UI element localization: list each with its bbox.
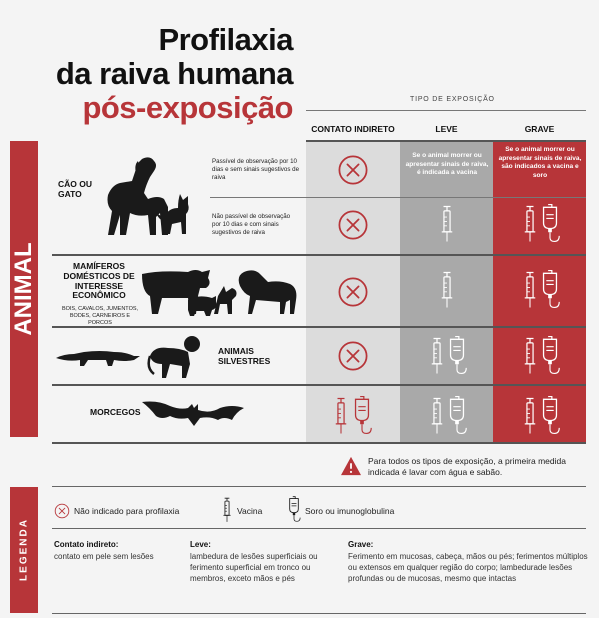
syringe-icon [430, 336, 444, 376]
row-separator [52, 442, 586, 444]
row-separator [210, 197, 586, 198]
iv-bag-icon [286, 495, 302, 523]
x-circle-icon [337, 209, 369, 241]
iv-bag-icon [538, 334, 562, 376]
iv-bag-icon [350, 394, 374, 436]
column-header-leve: LEVE [435, 124, 458, 134]
warning-icon [340, 456, 362, 476]
legend-side-band [10, 487, 38, 613]
syringe-icon [523, 396, 537, 436]
syringe-icon [523, 336, 537, 376]
syringe-icon [334, 396, 348, 436]
livestock-icons [140, 266, 300, 318]
monkey-icon [146, 334, 208, 382]
row-separator [52, 254, 586, 256]
legend-not-indicated: Não indicado para profilaxia [74, 506, 180, 516]
weasel-icon [54, 344, 140, 368]
dog-cat-not-observable-text: Não passível de observação por 10 dias e com sinais sugestivos de raiva [212, 213, 291, 237]
exposure-type-divider [306, 110, 586, 111]
goat-icon [214, 286, 237, 314]
row-sublabel-livestock: BOIS, CAVALOS, JUMENTOS, BODES, CARNEIROS E PORCOS [61, 306, 139, 327]
warning-text: Para todos os tipos de exposição, a primeira medida indicada é lavar com água e sabão. [368, 456, 566, 478]
column-header-grave: GRAVE [524, 124, 555, 134]
leve-dog-cat-text: Se o animal morrer ou apresentar sinais de raiva, é indicada a vacina [405, 152, 489, 177]
x-circle-icon [337, 276, 369, 308]
animal-side-label: ANIMAL [10, 242, 37, 336]
syringe-icon [440, 204, 454, 244]
row-label-bats: MORCEGOS [90, 407, 141, 417]
syringe-icon [523, 204, 537, 244]
iv-bag-icon [538, 268, 562, 310]
pig-icon [188, 296, 217, 316]
definition-contato-title: Contato indireto: [54, 540, 119, 549]
title-line-1: Profilaxia [158, 22, 293, 57]
legend-side-label: LEGENDA [18, 518, 30, 581]
legend-bottom-line [52, 613, 586, 614]
legend-mid-line [52, 528, 586, 529]
cat-icon [150, 190, 198, 240]
syringe-icon [222, 497, 232, 523]
legend-vaccine: Vacina [237, 506, 263, 516]
syringe-icon [430, 396, 444, 436]
iv-bag-icon [538, 394, 562, 436]
row-separator [52, 384, 586, 386]
horse-icon [239, 270, 297, 314]
row-label-wild: ANIMAIS SILVESTRES [218, 346, 271, 366]
definition-grave-body: Ferimento em mucosas, cabeça, mãos ou pés; ferimentos múltiplos ou extensos em qualquer região do corpo; lambedurade lesões profundas ou de mucosas, mesmo que intactas [348, 552, 588, 584]
title-line-2: da raiva humana [55, 56, 293, 91]
x-circle-icon [54, 503, 70, 519]
bat-icon [140, 398, 246, 428]
legend-top-line [52, 486, 586, 487]
row-label-livestock: MAMÍFEROS DOMÉSTICOS DE INTERESSE ECONÔMICO [63, 261, 135, 301]
exposure-type-label: TIPO DE EXPOSIÇÃO [410, 96, 495, 103]
row-label-dog-cat: CÃO OU GATO [58, 179, 92, 199]
row-separator [306, 140, 586, 142]
dog-cat-observable-text: Passível de observação por 10 dias e sem sinais sugestivos de raiva [212, 158, 300, 182]
definition-leve-title: Leve: [190, 540, 211, 549]
iv-bag-icon [445, 394, 469, 436]
definition-leve-body: lambedura de lesões superficiais ou ferimento superficial em tronco ou membros, exceto mãos e pés [190, 552, 318, 584]
title-line-3: pós-exposição [82, 90, 293, 125]
legend-serum: Soro ou imunoglobulina [305, 506, 395, 516]
x-circle-icon [337, 154, 369, 186]
x-circle-icon [337, 340, 369, 372]
iv-bag-icon [445, 334, 469, 376]
definition-grave-title: Grave: [348, 540, 374, 549]
definition-contato-body: contato em pele sem lesões [54, 552, 154, 561]
iv-bag-icon [538, 202, 562, 244]
syringe-icon [523, 270, 537, 310]
syringe-icon [440, 270, 454, 310]
grave-dog-cat-text: Se o animal morrer ou apresentar sinais de raiva, são indicados a vacina e soro [498, 146, 582, 179]
animal-side-band [10, 141, 38, 437]
column-header-contato: CONTATO INDIRETO [311, 124, 395, 134]
